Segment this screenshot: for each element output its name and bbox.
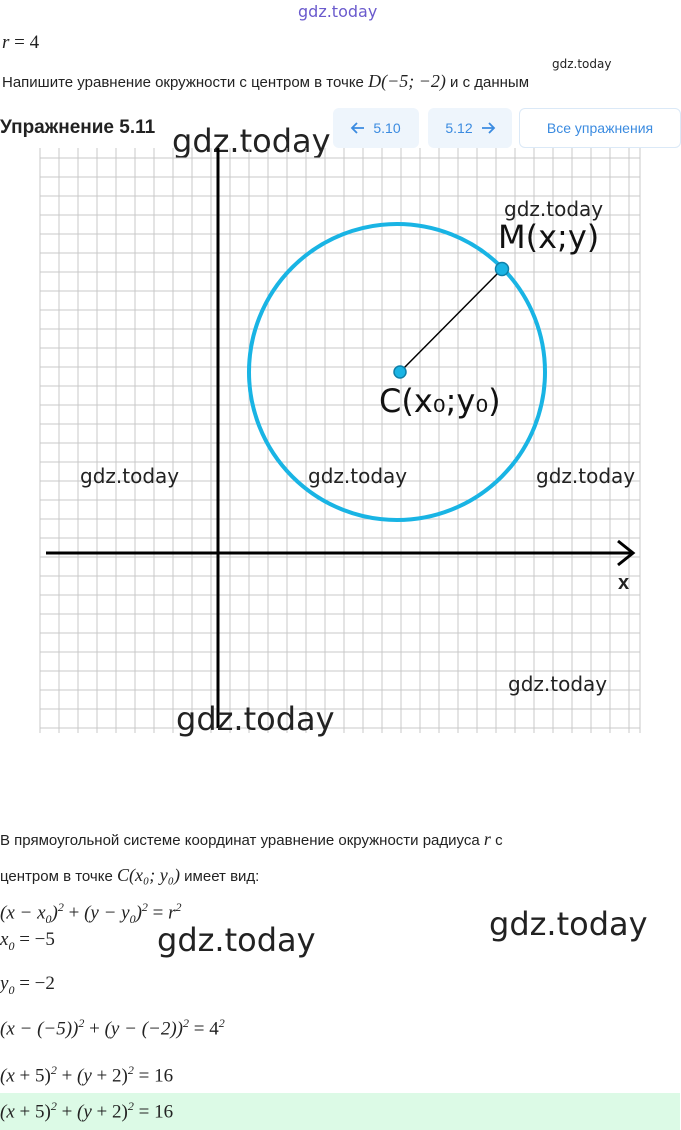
all-exercises-label: Все упражнения [546,120,654,136]
watermark: gdz.today [508,672,608,696]
general-formula: $(x - x_0)^2 + (y - y_0)^2 = r^2$ [0,900,182,927]
point-m [496,263,509,276]
point-c-label: C(x₀;y₀) [379,382,501,420]
watermark: gdz.today [308,464,408,488]
y0-equation: $y_0 = -2$ [0,973,55,997]
radius-segment [400,269,502,372]
solution-line-1: В прямоугольной системе координат уравнение окружности радиуса r с [0,829,503,849]
watermark: gdz.today [176,700,335,738]
x-axis-label: x [618,572,630,594]
watermark-header: gdz.today [172,122,331,160]
page-title: Упражнение 5.11 [0,117,156,138]
all-exercises-button[interactable] [519,108,681,148]
next-exercise-button[interactable] [428,108,512,148]
point-c [394,366,406,378]
task-text: Напишите уравнение окружности с центром в точке D(−5; −2) и с данным [2,71,530,91]
task-point: D(−5; −2) [368,71,446,91]
simplified-equation: $(x + 5)^2 + (y + 2)^2 = 16$ [0,1063,174,1087]
watermark: gdz.today [504,197,604,221]
watermark-small: gdz.today [552,57,612,71]
watermark: gdz.today [489,905,648,943]
arrow-right-icon [481,122,495,134]
substituted-equation: $(x - (-5))^2 + (y - (-2))^2 = 4^2$ [0,1016,225,1040]
watermark: gdz.today [157,921,316,959]
x0-equation: $x_0 = -5$ [0,929,55,953]
prev-exercise-button[interactable] [333,108,419,148]
prev-exercise-label: 5.10 [373,120,401,136]
point-m-label: M(x;y) [498,218,600,256]
next-exercise-label: 5.12 [445,120,473,136]
radius-equation: r = 4 [2,32,40,53]
general-formula-clip [0,896,300,927]
answer-equation: $(x + 5)^2 + (y + 2)^2 = 16$ [0,1099,174,1123]
solution-line-2: центром в точке C(x₀; y₀) имеет вид: [0,865,260,885]
watermark: gdz.today [536,464,636,488]
watermark-top: gdz.today [298,2,378,21]
watermark: gdz.today [80,464,180,488]
arrow-left-icon [351,122,365,134]
